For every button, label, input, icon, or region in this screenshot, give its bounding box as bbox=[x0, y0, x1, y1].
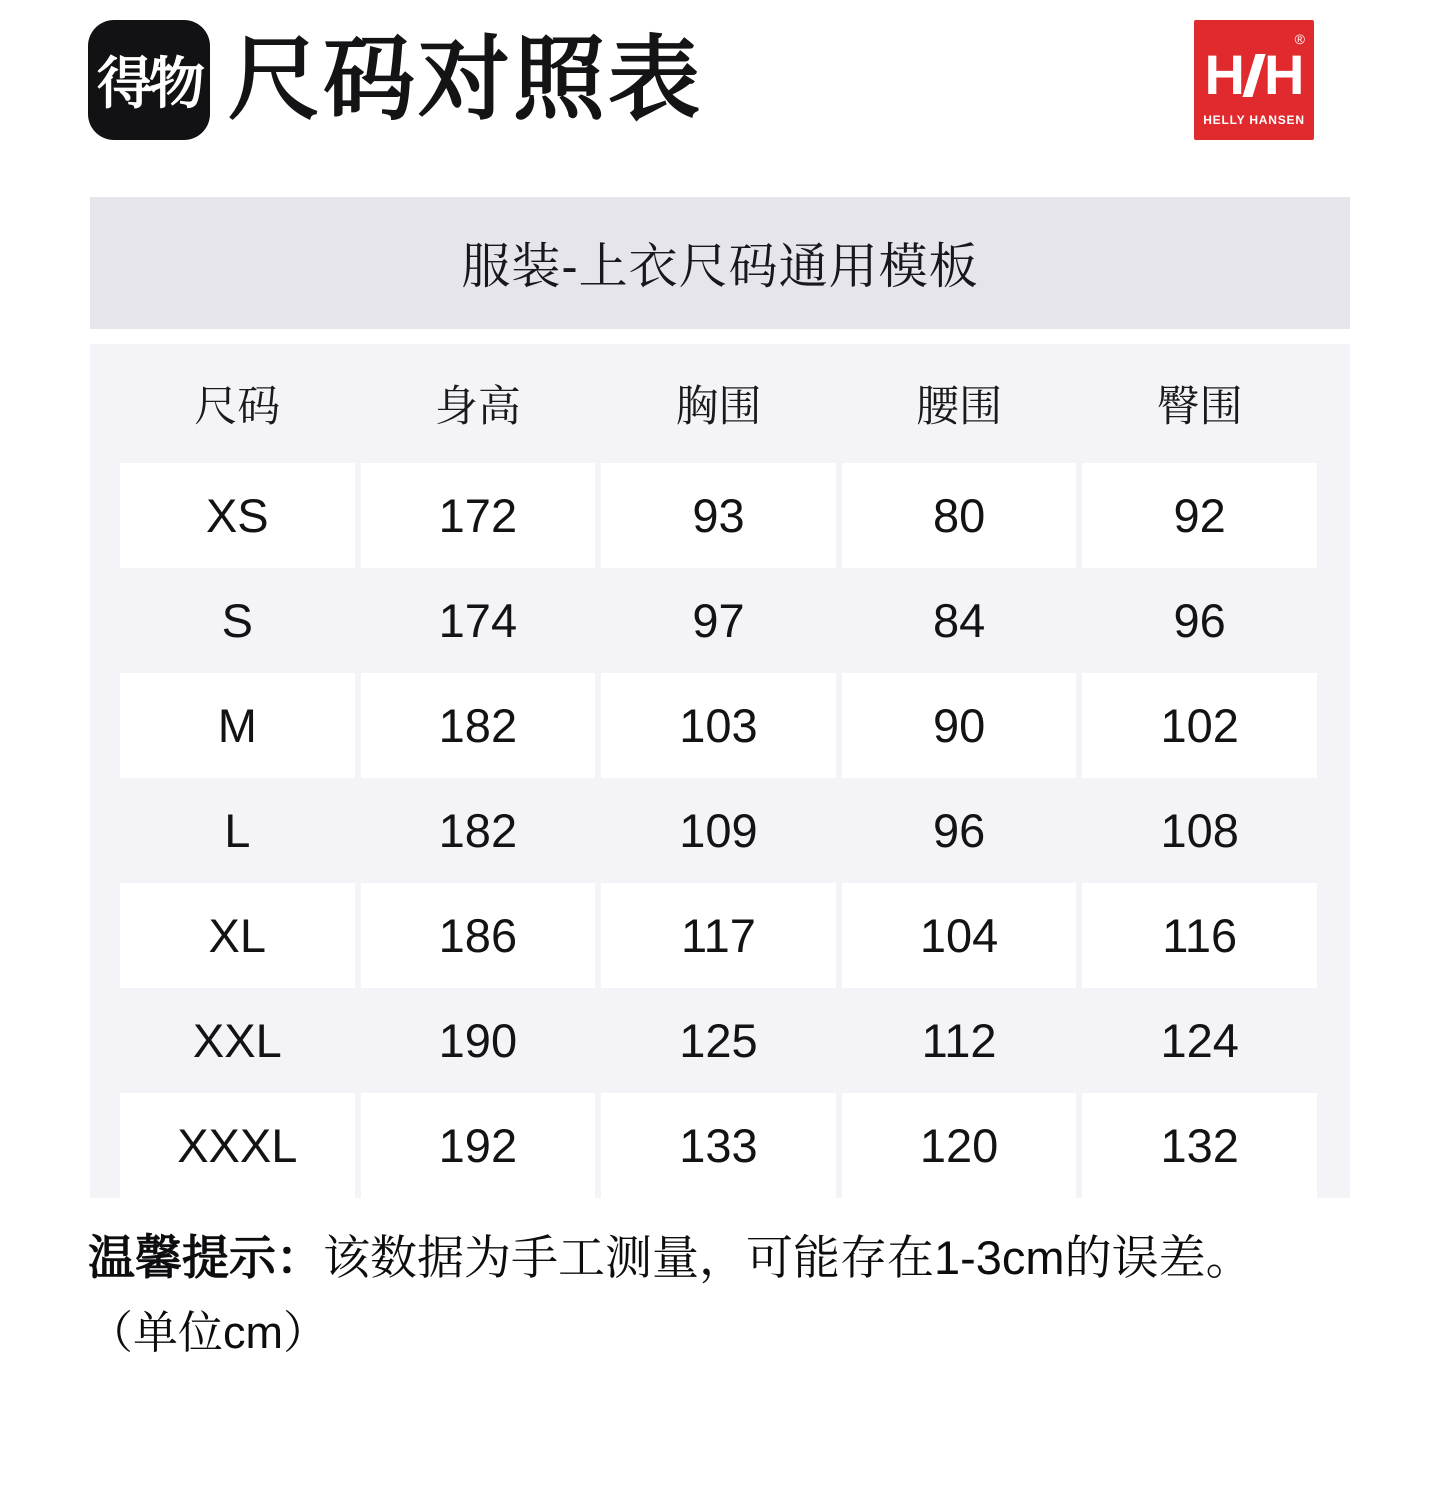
value-cell: 132 bbox=[1082, 1093, 1317, 1198]
value-cell: 124 bbox=[1160, 1014, 1239, 1067]
column-header-chest: 胸围 bbox=[675, 383, 762, 431]
hh-letter-right: H bbox=[1264, 43, 1304, 106]
value-cell: 172 bbox=[361, 463, 596, 568]
value-cell: 186 bbox=[361, 883, 596, 988]
registered-trademark-icon: ® bbox=[1294, 31, 1305, 47]
table-row-xl bbox=[120, 883, 1317, 988]
hh-slash-icon bbox=[1242, 54, 1265, 97]
table-row-l bbox=[120, 778, 1317, 883]
column-header-waist: 腰围 bbox=[916, 383, 1003, 431]
hh-letter-left: H bbox=[1204, 43, 1244, 106]
disclaimer-note bbox=[88, 1221, 1253, 1288]
table-row-xxxl bbox=[120, 1093, 1317, 1198]
column-header-size: 尺码 bbox=[194, 383, 281, 431]
value-cell: 103 bbox=[601, 673, 836, 778]
value-cell: 182 bbox=[361, 673, 596, 778]
size-cell: L bbox=[224, 804, 251, 857]
value-cell: 182 bbox=[438, 804, 518, 857]
size-cell: M bbox=[120, 673, 355, 778]
size-cell: XXL bbox=[192, 1014, 282, 1067]
size-cell: XXXL bbox=[120, 1093, 355, 1198]
value-cell: 109 bbox=[679, 804, 758, 857]
helly-hansen-logo bbox=[1194, 20, 1314, 140]
value-cell: 108 bbox=[1160, 804, 1239, 857]
column-header-hip: 臀围 bbox=[1156, 383, 1243, 431]
value-cell: 84 bbox=[932, 594, 986, 647]
value-cell: 116 bbox=[1082, 883, 1317, 988]
page-title: 尺码对照表 bbox=[228, 29, 704, 131]
table-row-xs bbox=[120, 463, 1317, 568]
size-cell: XL bbox=[120, 883, 355, 988]
value-cell: 96 bbox=[1173, 594, 1226, 647]
value-cell: 102 bbox=[1082, 673, 1317, 778]
value-cell: 133 bbox=[601, 1093, 836, 1198]
disclaimer-label: 温馨提示： bbox=[88, 1231, 323, 1284]
disclaimer-text: 该数据为手工测量，可能存在1-3cm的误差。 bbox=[323, 1231, 1253, 1284]
size-table bbox=[90, 344, 1350, 1198]
table-row-s bbox=[120, 568, 1317, 673]
value-cell: 80 bbox=[842, 463, 1077, 568]
hh-monogram bbox=[1194, 43, 1314, 106]
template-banner-title: 服装-上衣尺码通用模板 bbox=[461, 240, 979, 294]
value-cell: 96 bbox=[932, 804, 986, 857]
dewu-app-logo bbox=[88, 20, 210, 140]
value-cell: 125 bbox=[679, 1014, 758, 1067]
table-header-row bbox=[120, 344, 1317, 463]
size-cell: XS bbox=[120, 463, 355, 568]
value-cell: 120 bbox=[842, 1093, 1077, 1198]
table-row-xxl bbox=[120, 988, 1317, 1093]
value-cell: 92 bbox=[1082, 463, 1317, 568]
value-cell: 93 bbox=[601, 463, 836, 568]
value-cell: 174 bbox=[438, 594, 518, 647]
template-banner bbox=[90, 197, 1350, 329]
value-cell: 192 bbox=[361, 1093, 596, 1198]
brand-name: HELLY HANSEN bbox=[1203, 113, 1305, 127]
value-cell: 90 bbox=[842, 673, 1077, 778]
value-cell: 190 bbox=[438, 1014, 518, 1067]
dewu-logo-text: 得物 bbox=[97, 52, 201, 115]
value-cell: 117 bbox=[601, 883, 836, 988]
value-cell: 104 bbox=[842, 883, 1077, 988]
unit-note: （单位cm） bbox=[88, 1307, 328, 1358]
size-cell: S bbox=[221, 594, 253, 647]
column-header-height: 身高 bbox=[434, 383, 521, 431]
value-cell: 97 bbox=[692, 594, 745, 647]
table-row-m bbox=[120, 673, 1317, 778]
value-cell: 112 bbox=[921, 1014, 997, 1067]
